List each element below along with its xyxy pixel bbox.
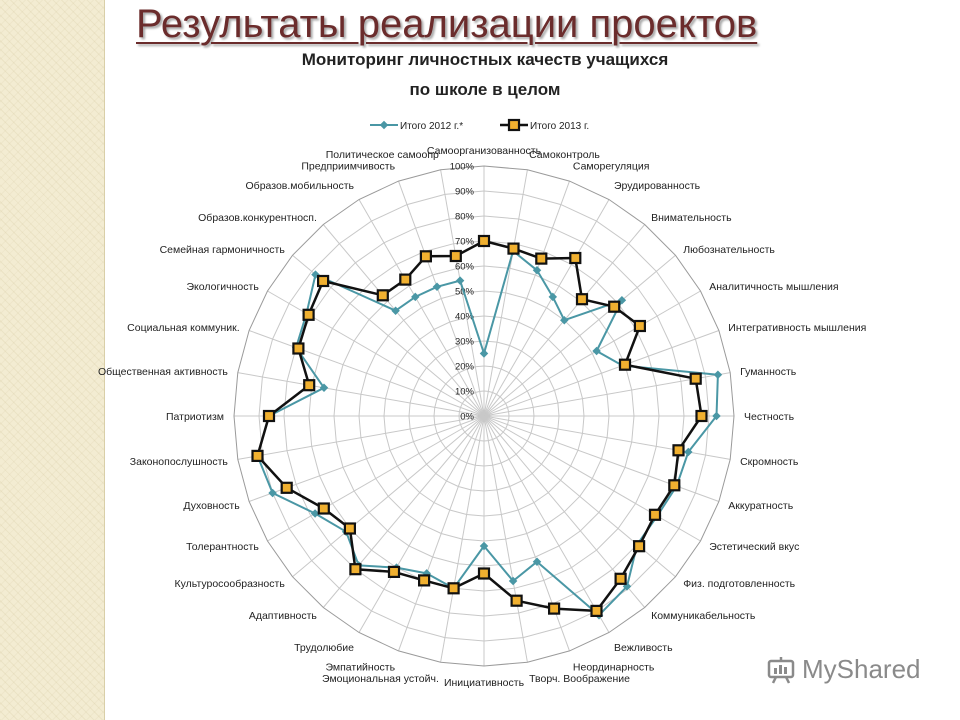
- point-2013: [400, 275, 410, 285]
- chart-title-line-2: по школе в целом: [409, 80, 561, 99]
- point-2013: [691, 374, 701, 384]
- point-2013: [421, 251, 431, 261]
- category-label: Духовность: [183, 499, 240, 512]
- tick-labels: [450, 162, 475, 423]
- point-2013: [570, 253, 580, 263]
- point-2013: [264, 411, 274, 421]
- category-label: Неординарность: [572, 661, 655, 674]
- tick-label: 70%: [454, 236, 474, 248]
- category-label: Вежливость: [614, 642, 673, 655]
- category-label: Трудолюбие: [294, 642, 354, 655]
- point-2012: [268, 489, 276, 497]
- slide-title: Результаты реализации проектов: [136, 2, 758, 46]
- watermark-text: MyShared: [802, 654, 921, 684]
- point-2013: [674, 445, 684, 455]
- point-2013: [345, 524, 355, 534]
- category-label: Гуманность: [740, 365, 797, 378]
- chart-title-line-1: Мониторинг личностных качеств учащихся: [301, 50, 669, 69]
- category-label: Саморегуляция: [572, 160, 650, 173]
- presentation-icon: [766, 655, 796, 685]
- category-label: Инициативность: [443, 677, 525, 689]
- point-2013: [536, 254, 546, 264]
- point-2012: [456, 276, 464, 284]
- point-2013: [650, 510, 660, 520]
- point-2013: [449, 583, 459, 593]
- category-label: Культуросообразность: [174, 578, 285, 591]
- point-2013: [419, 575, 429, 585]
- point-2013: [509, 244, 519, 254]
- series-2012: [253, 247, 722, 620]
- category-label: Предприимчивость: [301, 160, 396, 173]
- category-label: Физ. подготовленность: [683, 578, 796, 591]
- category-label: Толерантность: [186, 541, 259, 553]
- point-2013: [634, 541, 644, 551]
- tick-label: 30%: [454, 336, 474, 348]
- point-2013: [318, 276, 328, 286]
- point-2012: [549, 293, 557, 301]
- tick-label: 100%: [449, 161, 474, 173]
- point-2013: [479, 236, 489, 246]
- point-2013: [549, 604, 559, 614]
- point-2013: [577, 294, 587, 304]
- category-label: Семейная гармоничность: [159, 243, 285, 256]
- watermark: [766, 654, 921, 685]
- tick-label: 20%: [454, 361, 474, 373]
- series-2013: [253, 236, 707, 616]
- category-label: Социальная коммуник.: [127, 322, 240, 335]
- point-2013: [293, 344, 303, 354]
- legend-marker-2013: [509, 120, 519, 130]
- category-label: Адаптивность: [248, 610, 317, 623]
- category-label: Аналитичность мышления: [709, 281, 839, 293]
- category-label: Образов.конкурентносп.: [198, 211, 317, 224]
- category-label: Скромность: [740, 456, 799, 469]
- point-2013: [616, 574, 626, 584]
- category-label: Любознательность: [683, 243, 775, 256]
- category-label: Творч. Воображение: [529, 673, 631, 686]
- point-2013: [669, 480, 679, 490]
- category-label: Экологичность: [186, 281, 259, 293]
- point-2012: [433, 283, 441, 291]
- point-2012: [714, 371, 722, 379]
- category-label: Эмоциональная устойч.: [322, 673, 439, 686]
- point-2013: [609, 302, 619, 312]
- category-label: Честность: [744, 411, 795, 423]
- category-label: Самоорганизованность: [426, 145, 542, 157]
- legend-item-2013: [500, 120, 589, 132]
- category-label: Общественная активность: [97, 365, 228, 378]
- legend-item-2012: [370, 121, 463, 132]
- legend-label-2012: Итого 2012 г.*: [400, 121, 464, 132]
- legend-label-2013: Итого 2013 г.: [530, 121, 590, 132]
- point-2013: [512, 596, 522, 606]
- point-2012: [592, 347, 600, 355]
- category-label: Внимательность: [651, 211, 732, 224]
- legend: [370, 120, 589, 132]
- point-2013: [253, 451, 263, 461]
- tick-label: 60%: [454, 261, 474, 273]
- point-2013: [635, 321, 645, 331]
- category-label: Коммуникабельность: [651, 610, 756, 623]
- point-2013: [479, 569, 489, 579]
- tick-label: 10%: [454, 386, 474, 398]
- point-2013: [350, 564, 360, 574]
- tick-label: 80%: [454, 211, 474, 223]
- point-2013: [620, 360, 630, 370]
- category-label: Эстетический вкус: [709, 541, 800, 553]
- point-2013: [378, 290, 388, 300]
- category-label: Интегративность мышления: [728, 322, 867, 335]
- point-2013: [697, 411, 707, 421]
- point-2013: [304, 310, 314, 320]
- series-2012-line: [258, 251, 718, 615]
- legend-marker-2012: [380, 121, 388, 129]
- category-label: Аккуратность: [728, 499, 794, 512]
- category-label: Политическое самоопр: [325, 148, 439, 161]
- point-2013: [451, 251, 461, 261]
- point-2013: [304, 380, 314, 390]
- category-label: Самоконтроль: [529, 148, 600, 161]
- tick-label: 50%: [454, 286, 474, 298]
- tick-label: 40%: [454, 311, 474, 323]
- point-2012: [480, 349, 488, 357]
- category-label: Патриотизм: [166, 411, 224, 423]
- category-label: Эмпатийность: [325, 661, 396, 674]
- tick-label: 90%: [454, 186, 474, 198]
- point-2013: [282, 483, 292, 493]
- point-2013: [319, 504, 329, 514]
- category-label: Законопослушность: [129, 456, 228, 469]
- category-label: Образов.мобильность: [245, 179, 354, 192]
- point-2013: [592, 606, 602, 616]
- point-2013: [389, 567, 399, 577]
- tick-label: 0%: [460, 411, 474, 423]
- category-label: Эрудированность: [614, 179, 701, 192]
